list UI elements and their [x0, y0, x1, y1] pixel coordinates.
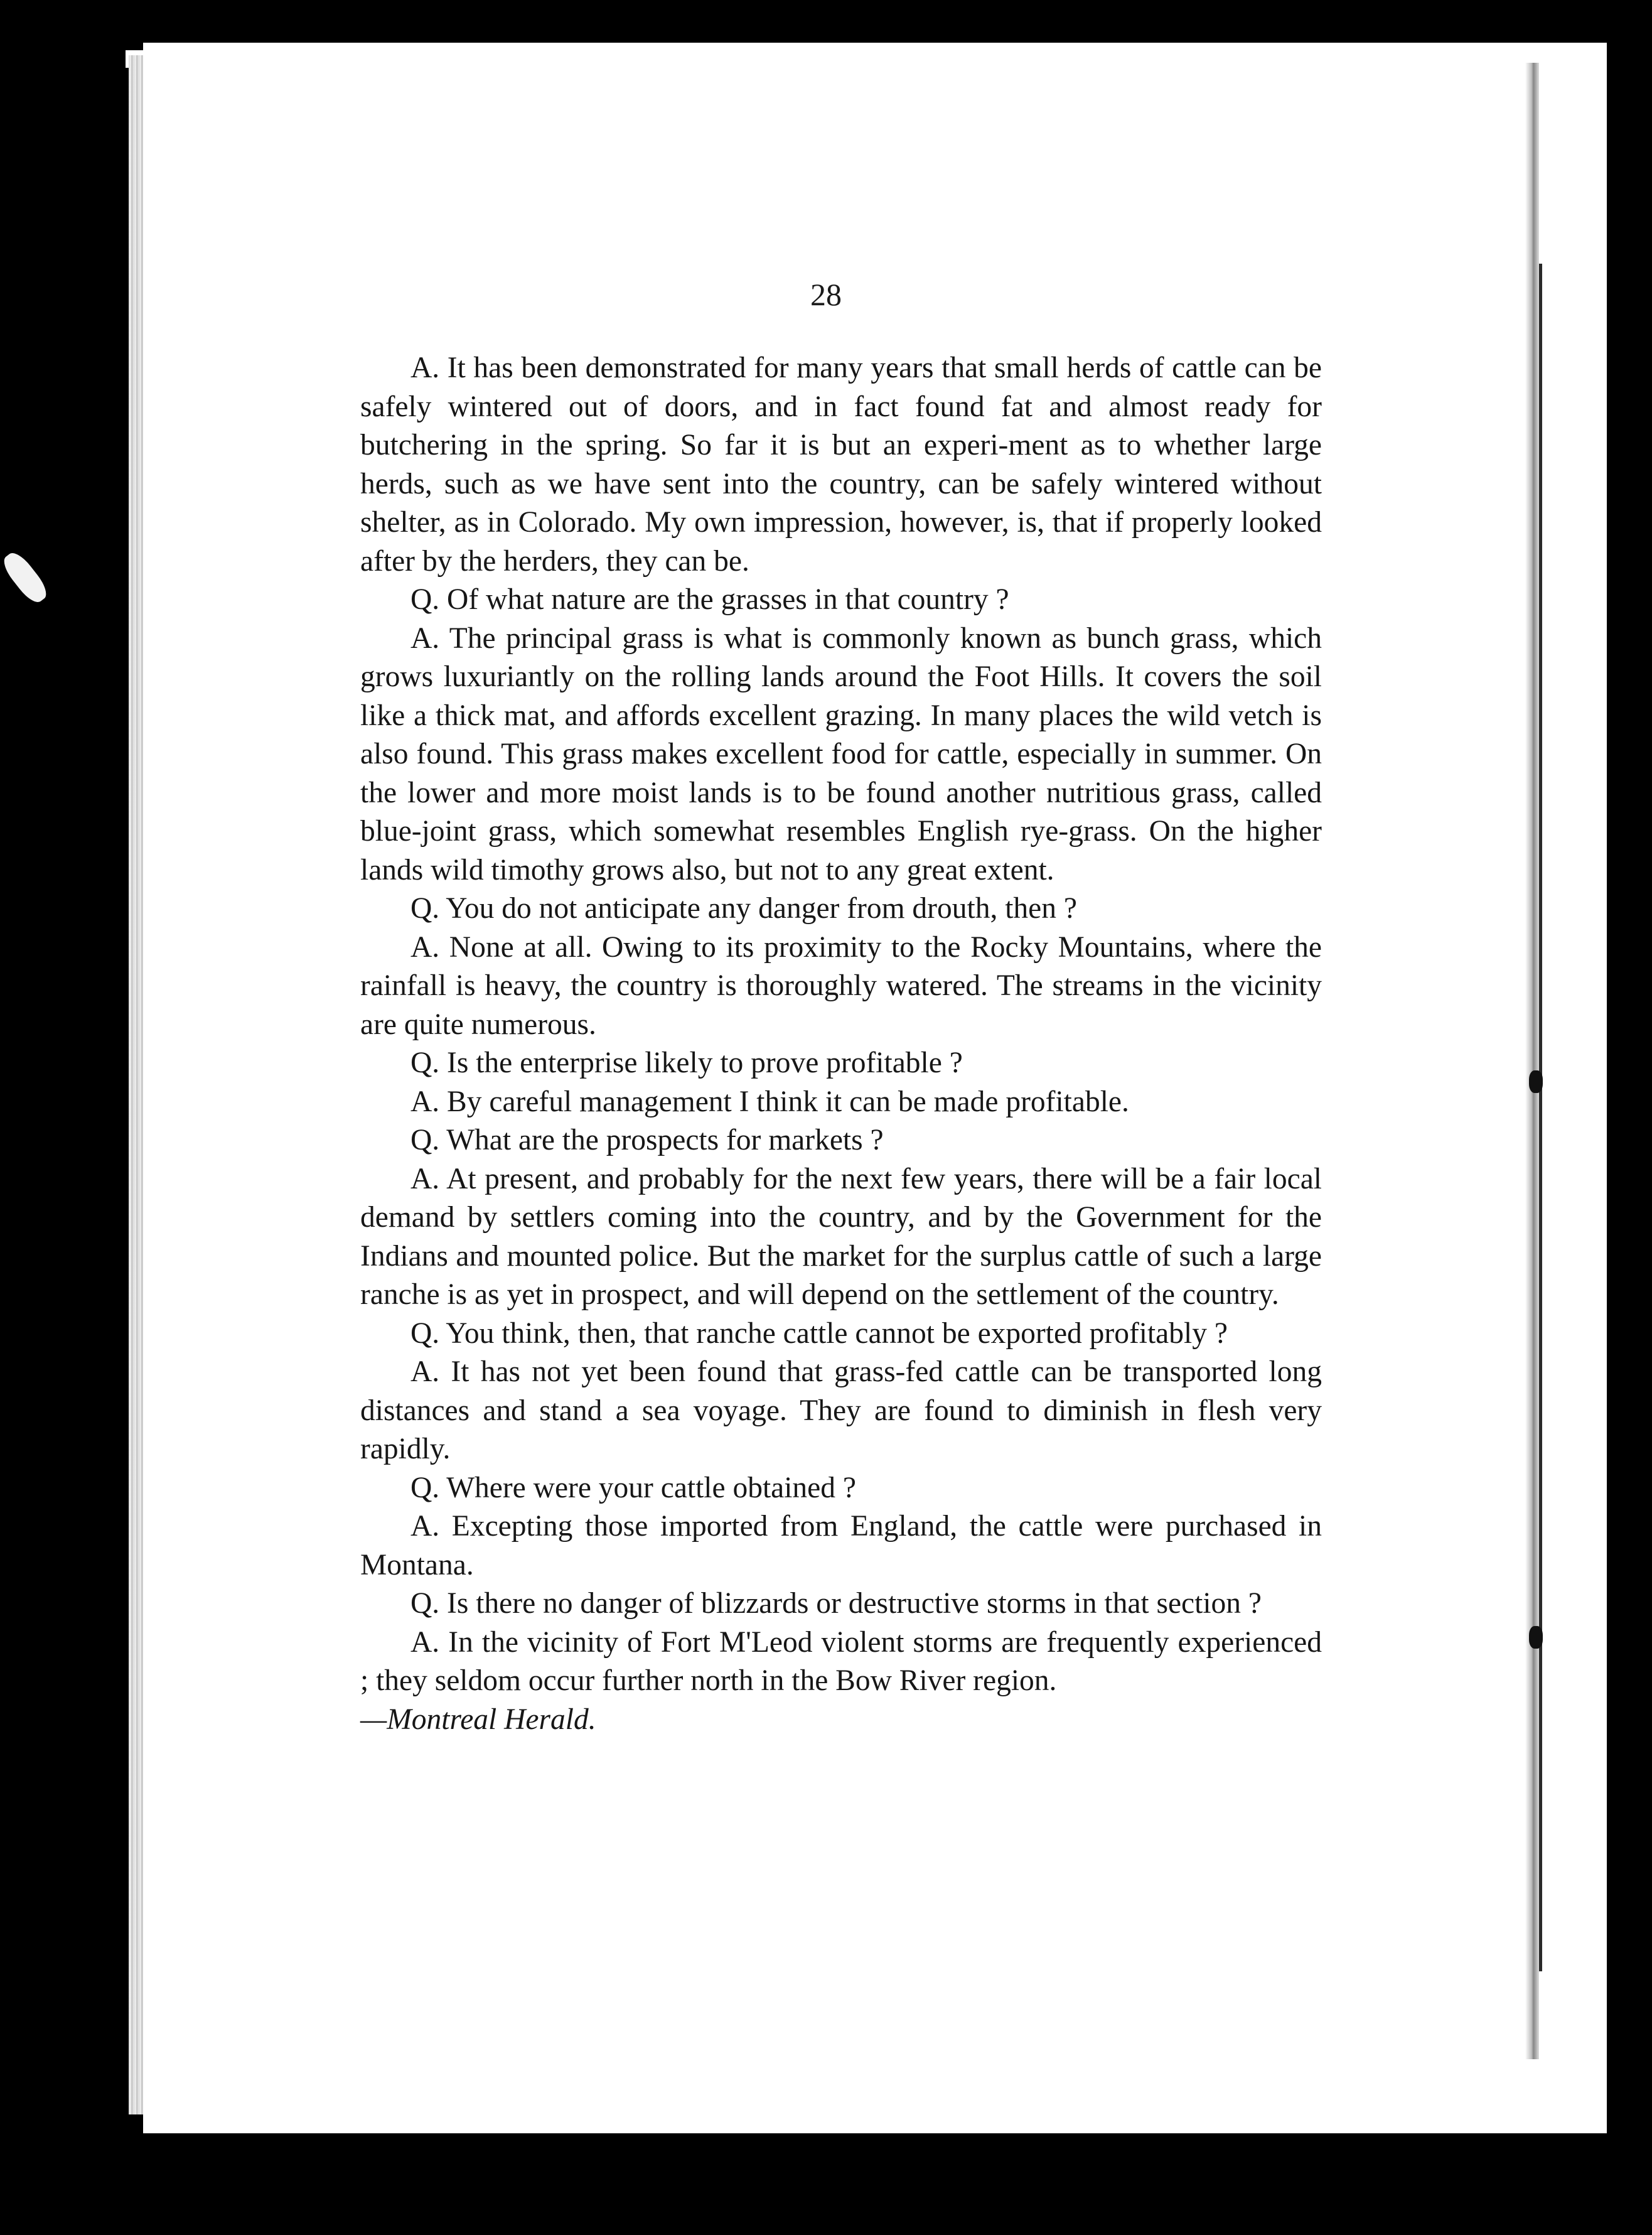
page-number: 28: [810, 277, 842, 312]
binding-mark: [1529, 1626, 1543, 1649]
scan-artifact: [0, 548, 51, 606]
paragraph: A. None at all. Owing to its proximity to the Rocky Mountains, where the rainfall is heavy, the country is thoroughly watered. The streams in the vicinity are quite numerous.: [360, 930, 1322, 1041]
paragraph: Q. Where were your cattle obtained ?: [410, 1471, 856, 1504]
paragraph: Q. Of what nature are the grasses in that country ?: [410, 583, 1009, 616]
paragraph: Q. Is the enterprise likely to prove profitable ?: [410, 1047, 963, 1079]
paragraph: A. At present, and probably for the next few years, there will be a fair local demand by settlers coming into the country, and by the Government for the Indians and mounted police. But the market for the surplus cattle of such a large ranche is as yet in prospect, and will depend on the settlement of the country.: [360, 1162, 1322, 1311]
paragraph: Q. Is there no danger of blizzards or destructive storms in that section ?: [410, 1587, 1262, 1620]
paragraph: A. The principal grass is what is commonly known as bunch grass, which grows luxuriantly on the rolling lands around the Foot Hills. It covers the soil like a thick mat, and affords excellent grazing. In many places the wild vetch is also found. This grass makes excellent food for cattle, especially in summer. On the lower and more moist lands is to be found another nutritious grass, called blue-joint grass, which somewhat resembles English rye-grass. On the higher lands wild timothy grows also, but not to any great extent.: [360, 622, 1322, 886]
paragraph: Q. What are the prospects for markets ?: [410, 1124, 884, 1156]
paragraph: A. Excepting those imported from England, the cattle were purchased in Montana.: [360, 1510, 1322, 1581]
paragraph: A. It has not yet been found that grass-fed cattle can be transported long distances and stand a sea voyage. They are found to diminish in flesh very rapidly.: [360, 1355, 1322, 1465]
binding-mark: [1529, 1070, 1543, 1093]
page-edge-rule: [1539, 264, 1542, 1971]
page-gutter-shadow: [1525, 63, 1539, 2059]
paragraph: A. It has been demonstrated for many years that small herds of cattle can be safely wintered out of doors, and in fact found fat and almost ready for butchering in the spring. So far it is but an experi-ment as to whether large herds, such as we have sent into the country, can be safely wintered without shelter, as in Colorado. My own impression, however, is, that if properly looked after by the herders, they can be.: [360, 352, 1322, 578]
paragraph: Q. You do not anticipate any danger from drouth, then ?: [410, 892, 1077, 925]
body-text: [360, 349, 1322, 1739]
paragraph: A. In the vicinity of Fort M'Leod violent storms are frequently experienced ; they seldom occur further north in the Bow River region.: [360, 1625, 1322, 1697]
paragraph: Q. You think, then, that ranche cattle cannot be exported profitably ?: [410, 1317, 1228, 1350]
source-attribution: —Montreal Herald.: [360, 1703, 596, 1736]
paragraph: A. By careful management I think it can be made profitable.: [410, 1085, 1129, 1118]
